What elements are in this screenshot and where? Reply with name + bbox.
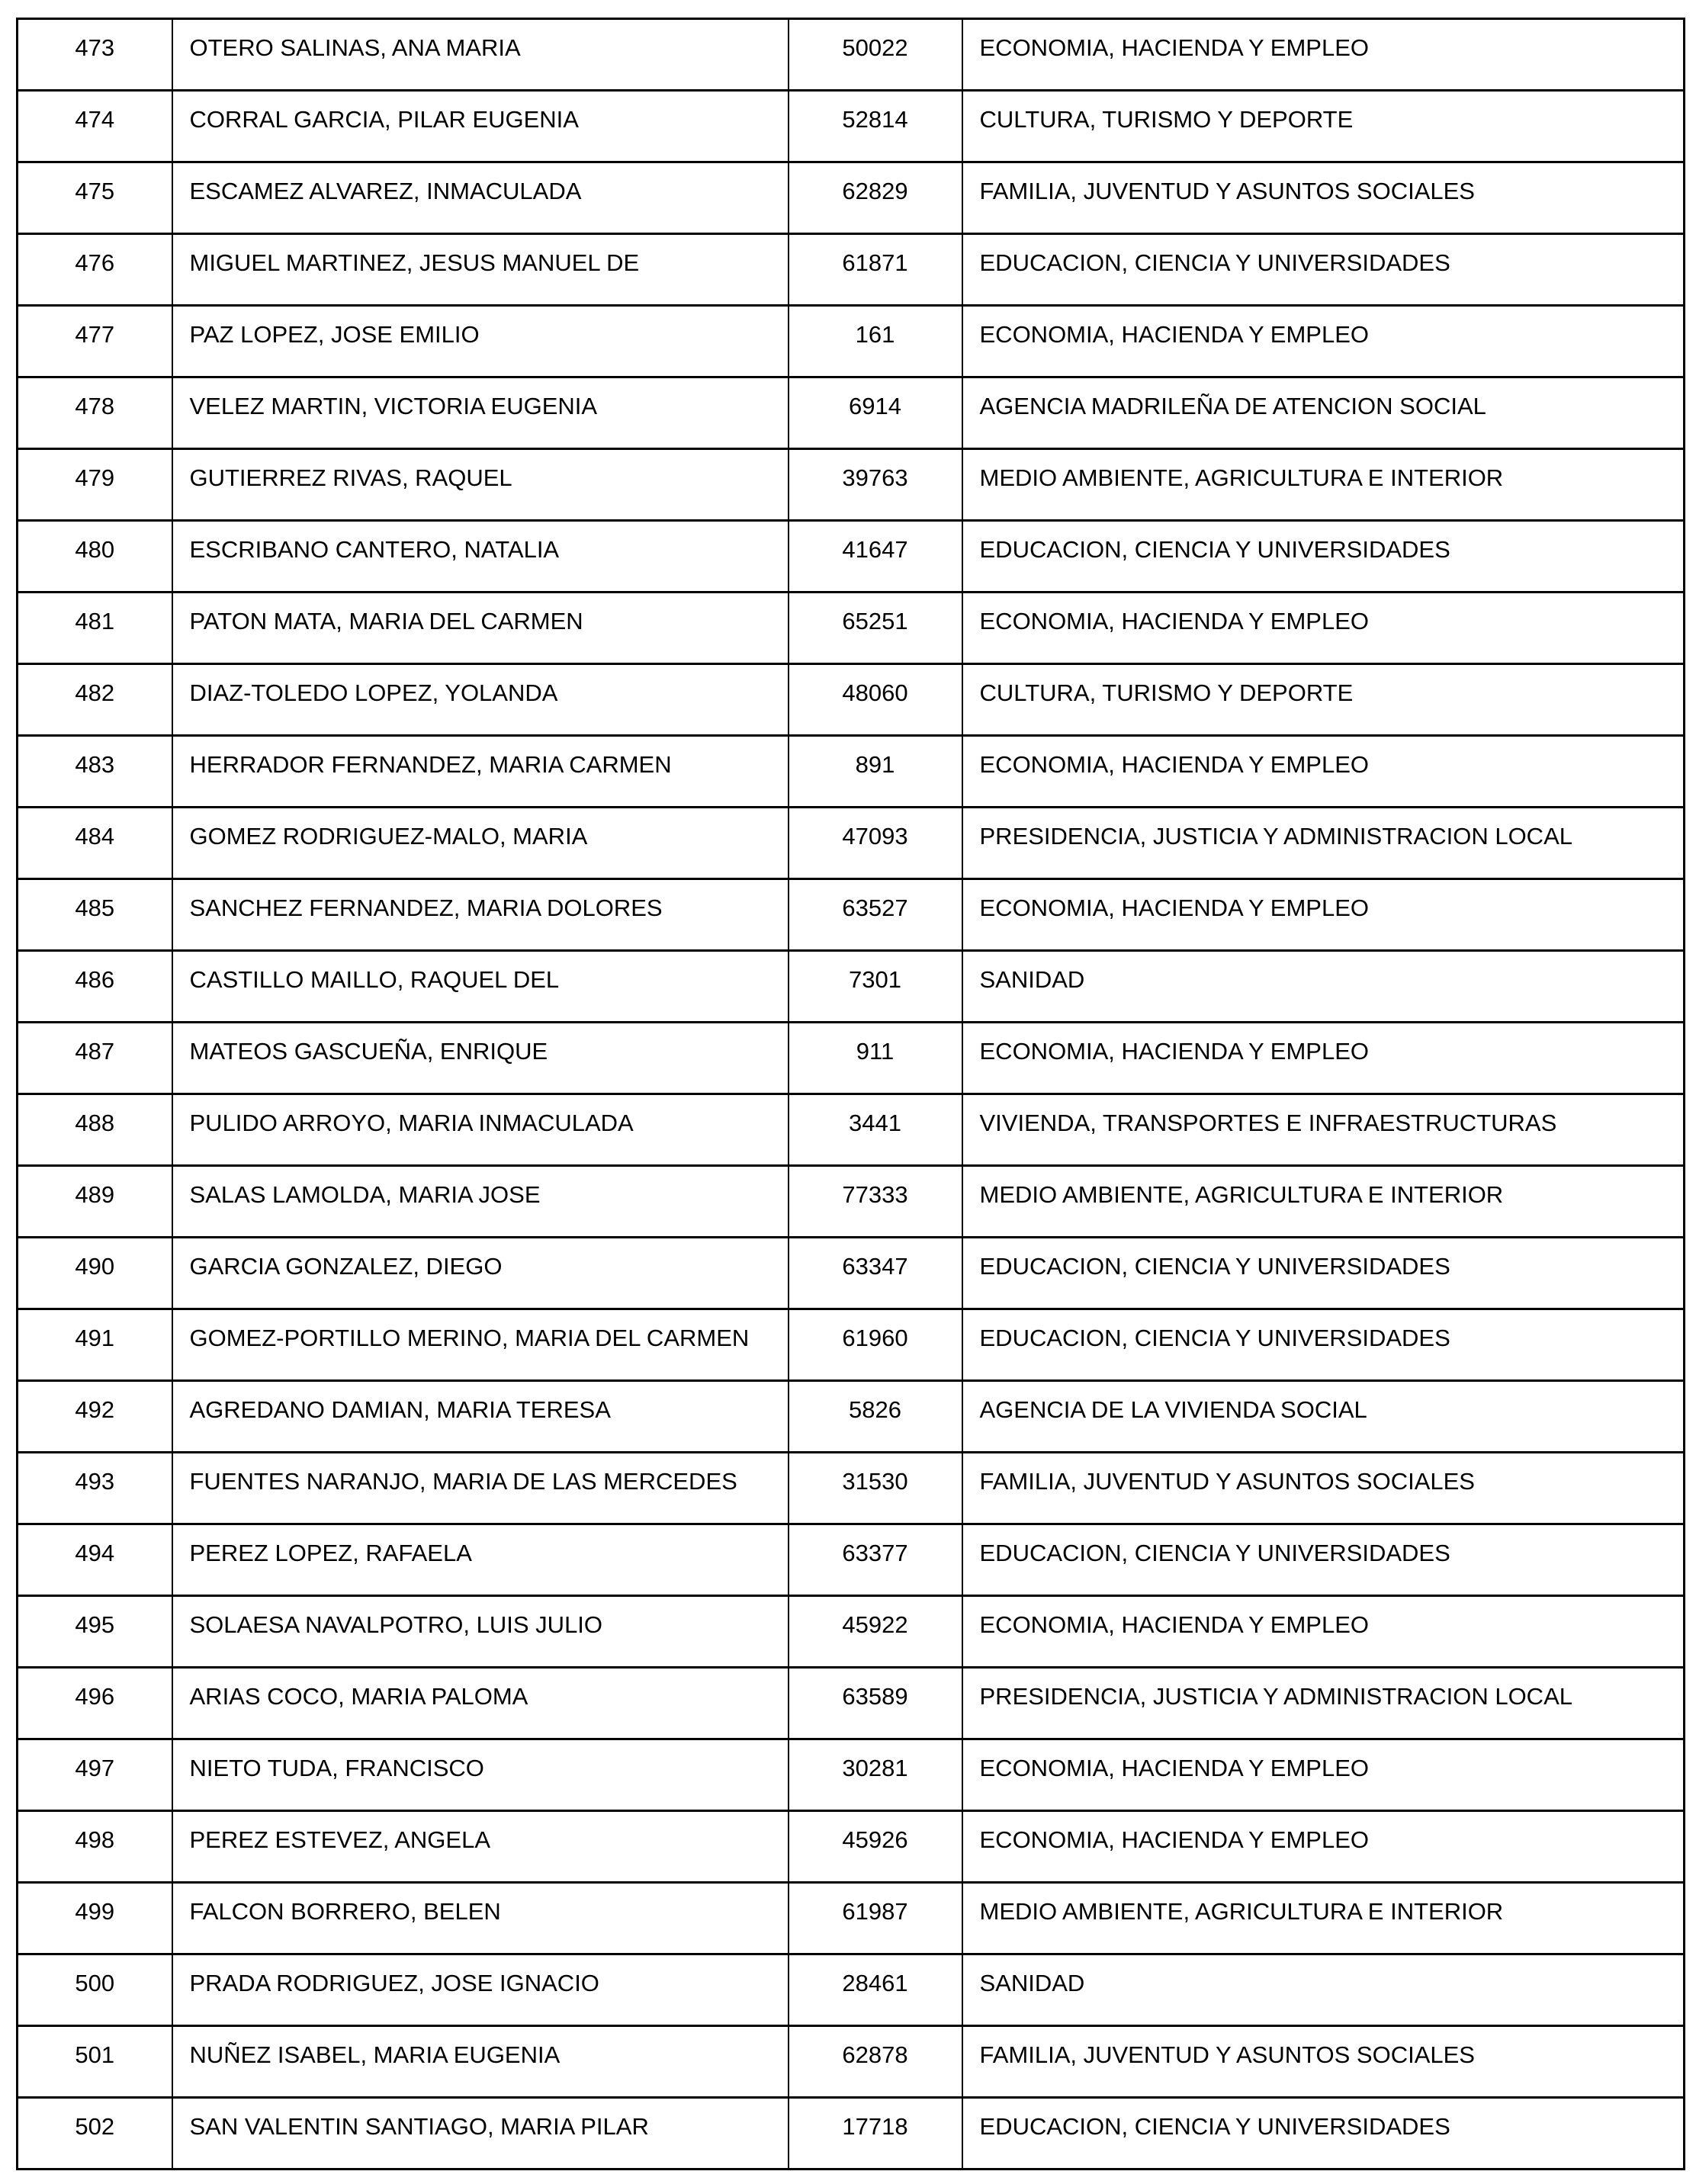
department-cell: EDUCACION, CIENCIA Y UNIVERSIDADES (962, 1309, 1685, 1381)
personnel-table-body (18, 19, 1685, 2170)
code-cell: 63589 (789, 1668, 962, 1739)
department-cell: ECONOMIA, HACIENDA Y EMPLEO (962, 1811, 1685, 1883)
name-cell: HERRADOR FERNANDEZ, MARIA CARMEN (172, 736, 789, 808)
row-number-cell: 500 (18, 1954, 172, 2026)
table-row (18, 2098, 1685, 2170)
row-number-cell: 484 (18, 808, 172, 879)
department-cell: EDUCACION, CIENCIA Y UNIVERSIDADES (962, 521, 1685, 593)
row-number-cell: 483 (18, 736, 172, 808)
department-cell: FAMILIA, JUVENTUD Y ASUNTOS SOCIALES (962, 162, 1685, 234)
code-cell: 77333 (789, 1166, 962, 1238)
department-cell: SANIDAD (962, 951, 1685, 1023)
table-row (18, 1883, 1685, 1954)
table-row (18, 1524, 1685, 1596)
code-cell: 891 (789, 736, 962, 808)
name-cell: CORRAL GARCIA, PILAR EUGENIA (172, 91, 789, 162)
table-row (18, 1668, 1685, 1739)
department-cell: EDUCACION, CIENCIA Y UNIVERSIDADES (962, 1524, 1685, 1596)
name-cell: DIAZ-TOLEDO LOPEZ, YOLANDA (172, 664, 789, 736)
department-cell: SANIDAD (962, 1954, 1685, 2026)
name-cell: SOLAESA NAVALPOTRO, LUIS JULIO (172, 1596, 789, 1668)
code-cell: 61871 (789, 234, 962, 306)
department-cell: VIVIENDA, TRANSPORTES E INFRAESTRUCTURAS (962, 1094, 1685, 1166)
row-number-cell: 485 (18, 879, 172, 951)
row-number-cell: 497 (18, 1739, 172, 1811)
table-row (18, 664, 1685, 736)
department-cell: CULTURA, TURISMO Y DEPORTE (962, 91, 1685, 162)
code-cell: 62829 (789, 162, 962, 234)
name-cell: SALAS LAMOLDA, MARIA JOSE (172, 1166, 789, 1238)
code-cell: 5826 (789, 1381, 962, 1453)
name-cell: SANCHEZ FERNANDEZ, MARIA DOLORES (172, 879, 789, 951)
row-number-cell: 492 (18, 1381, 172, 1453)
name-cell: VELEZ MARTIN, VICTORIA EUGENIA (172, 377, 789, 449)
table-row (18, 91, 1685, 162)
table-row (18, 234, 1685, 306)
code-cell: 30281 (789, 1739, 962, 1811)
row-number-cell: 487 (18, 1023, 172, 1094)
row-number-cell: 481 (18, 593, 172, 664)
department-cell: EDUCACION, CIENCIA Y UNIVERSIDADES (962, 234, 1685, 306)
department-cell: MEDIO AMBIENTE, AGRICULTURA E INTERIOR (962, 1883, 1685, 1954)
table-row (18, 306, 1685, 377)
table-row (18, 449, 1685, 521)
row-number-cell: 475 (18, 162, 172, 234)
personnel-table (16, 18, 1685, 2170)
code-cell: 17718 (789, 2098, 962, 2170)
table-row (18, 1023, 1685, 1094)
department-cell: ECONOMIA, HACIENDA Y EMPLEO (962, 19, 1685, 91)
department-cell: MEDIO AMBIENTE, AGRICULTURA E INTERIOR (962, 449, 1685, 521)
code-cell: 50022 (789, 19, 962, 91)
department-cell: ECONOMIA, HACIENDA Y EMPLEO (962, 1596, 1685, 1668)
table-row (18, 19, 1685, 91)
table-row (18, 521, 1685, 593)
department-cell: FAMILIA, JUVENTUD Y ASUNTOS SOCIALES (962, 2026, 1685, 2098)
row-number-cell: 479 (18, 449, 172, 521)
row-number-cell: 477 (18, 306, 172, 377)
code-cell: 39763 (789, 449, 962, 521)
table-row (18, 2026, 1685, 2098)
code-cell: 161 (789, 306, 962, 377)
department-cell: CULTURA, TURISMO Y DEPORTE (962, 664, 1685, 736)
department-cell: MEDIO AMBIENTE, AGRICULTURA E INTERIOR (962, 1166, 1685, 1238)
name-cell: PAZ LOPEZ, JOSE EMILIO (172, 306, 789, 377)
department-cell: ECONOMIA, HACIENDA Y EMPLEO (962, 879, 1685, 951)
table-row (18, 1954, 1685, 2026)
name-cell: ESCAMEZ ALVAREZ, INMACULADA (172, 162, 789, 234)
table-row (18, 1166, 1685, 1238)
name-cell: PEREZ ESTEVEZ, ANGELA (172, 1811, 789, 1883)
table-row (18, 162, 1685, 234)
name-cell: OTERO SALINAS, ANA MARIA (172, 19, 789, 91)
code-cell: 45926 (789, 1811, 962, 1883)
table-row (18, 1596, 1685, 1668)
code-cell: 63527 (789, 879, 962, 951)
name-cell: GOMEZ RODRIGUEZ-MALO, MARIA (172, 808, 789, 879)
department-cell: AGENCIA DE LA VIVIENDA SOCIAL (962, 1381, 1685, 1453)
code-cell: 3441 (789, 1094, 962, 1166)
department-cell: ECONOMIA, HACIENDA Y EMPLEO (962, 736, 1685, 808)
row-number-cell: 499 (18, 1883, 172, 1954)
row-number-cell: 489 (18, 1166, 172, 1238)
row-number-cell: 501 (18, 2026, 172, 2098)
code-cell: 61987 (789, 1883, 962, 1954)
department-cell: PRESIDENCIA, JUSTICIA Y ADMINISTRACION LOCAL (962, 808, 1685, 879)
table-row (18, 808, 1685, 879)
row-number-cell: 495 (18, 1596, 172, 1668)
code-cell: 61960 (789, 1309, 962, 1381)
department-cell: ECONOMIA, HACIENDA Y EMPLEO (962, 306, 1685, 377)
table-row (18, 1739, 1685, 1811)
table-row (18, 1811, 1685, 1883)
name-cell: NIETO TUDA, FRANCISCO (172, 1739, 789, 1811)
row-number-cell: 496 (18, 1668, 172, 1739)
name-cell: FUENTES NARANJO, MARIA DE LAS MERCEDES (172, 1453, 789, 1524)
table-row (18, 1094, 1685, 1166)
row-number-cell: 502 (18, 2098, 172, 2170)
name-cell: GOMEZ-PORTILLO MERINO, MARIA DEL CARMEN (172, 1309, 789, 1381)
name-cell: FALCON BORRERO, BELEN (172, 1883, 789, 1954)
row-number-cell: 486 (18, 951, 172, 1023)
row-number-cell: 494 (18, 1524, 172, 1596)
table-row (18, 1309, 1685, 1381)
row-number-cell: 473 (18, 19, 172, 91)
name-cell: ESCRIBANO CANTERO, NATALIA (172, 521, 789, 593)
code-cell: 41647 (789, 521, 962, 593)
name-cell: PULIDO ARROYO, MARIA INMACULADA (172, 1094, 789, 1166)
code-cell: 63347 (789, 1238, 962, 1309)
department-cell: EDUCACION, CIENCIA Y UNIVERSIDADES (962, 2098, 1685, 2170)
department-cell: EDUCACION, CIENCIA Y UNIVERSIDADES (962, 1238, 1685, 1309)
table-row (18, 951, 1685, 1023)
row-number-cell: 488 (18, 1094, 172, 1166)
code-cell: 62878 (789, 2026, 962, 2098)
name-cell: GUTIERREZ RIVAS, RAQUEL (172, 449, 789, 521)
row-number-cell: 480 (18, 521, 172, 593)
name-cell: NUÑEZ ISABEL, MARIA EUGENIA (172, 2026, 789, 2098)
name-cell: SAN VALENTIN SANTIAGO, MARIA PILAR (172, 2098, 789, 2170)
department-cell: ECONOMIA, HACIENDA Y EMPLEO (962, 593, 1685, 664)
department-cell: AGENCIA MADRILEÑA DE ATENCION SOCIAL (962, 377, 1685, 449)
code-cell: 63377 (789, 1524, 962, 1596)
row-number-cell: 476 (18, 234, 172, 306)
code-cell: 6914 (789, 377, 962, 449)
row-number-cell: 498 (18, 1811, 172, 1883)
code-cell: 48060 (789, 664, 962, 736)
department-cell: ECONOMIA, HACIENDA Y EMPLEO (962, 1023, 1685, 1094)
row-number-cell: 493 (18, 1453, 172, 1524)
row-number-cell: 482 (18, 664, 172, 736)
code-cell: 31530 (789, 1453, 962, 1524)
department-cell: FAMILIA, JUVENTUD Y ASUNTOS SOCIALES (962, 1453, 1685, 1524)
name-cell: PRADA RODRIGUEZ, JOSE IGNACIO (172, 1954, 789, 2026)
name-cell: PATON MATA, MARIA DEL CARMEN (172, 593, 789, 664)
name-cell: MATEOS GASCUEÑA, ENRIQUE (172, 1023, 789, 1094)
table-row (18, 879, 1685, 951)
table-row (18, 736, 1685, 808)
department-cell: ECONOMIA, HACIENDA Y EMPLEO (962, 1739, 1685, 1811)
table-row (18, 1381, 1685, 1453)
code-cell: 45922 (789, 1596, 962, 1668)
department-cell: PRESIDENCIA, JUSTICIA Y ADMINISTRACION LOCAL (962, 1668, 1685, 1739)
code-cell: 65251 (789, 593, 962, 664)
code-cell: 7301 (789, 951, 962, 1023)
table-row (18, 593, 1685, 664)
name-cell: PEREZ LOPEZ, RAFAELA (172, 1524, 789, 1596)
table-row (18, 1453, 1685, 1524)
row-number-cell: 490 (18, 1238, 172, 1309)
table-row (18, 377, 1685, 449)
table-row (18, 1238, 1685, 1309)
name-cell: MIGUEL MARTINEZ, JESUS MANUEL DE (172, 234, 789, 306)
row-number-cell: 478 (18, 377, 172, 449)
code-cell: 911 (789, 1023, 962, 1094)
row-number-cell: 474 (18, 91, 172, 162)
row-number-cell: 491 (18, 1309, 172, 1381)
code-cell: 52814 (789, 91, 962, 162)
name-cell: AGREDANO DAMIAN, MARIA TERESA (172, 1381, 789, 1453)
name-cell: ARIAS COCO, MARIA PALOMA (172, 1668, 789, 1739)
name-cell: GARCIA GONZALEZ, DIEGO (172, 1238, 789, 1309)
code-cell: 47093 (789, 808, 962, 879)
name-cell: CASTILLO MAILLO, RAQUEL DEL (172, 951, 789, 1023)
code-cell: 28461 (789, 1954, 962, 2026)
